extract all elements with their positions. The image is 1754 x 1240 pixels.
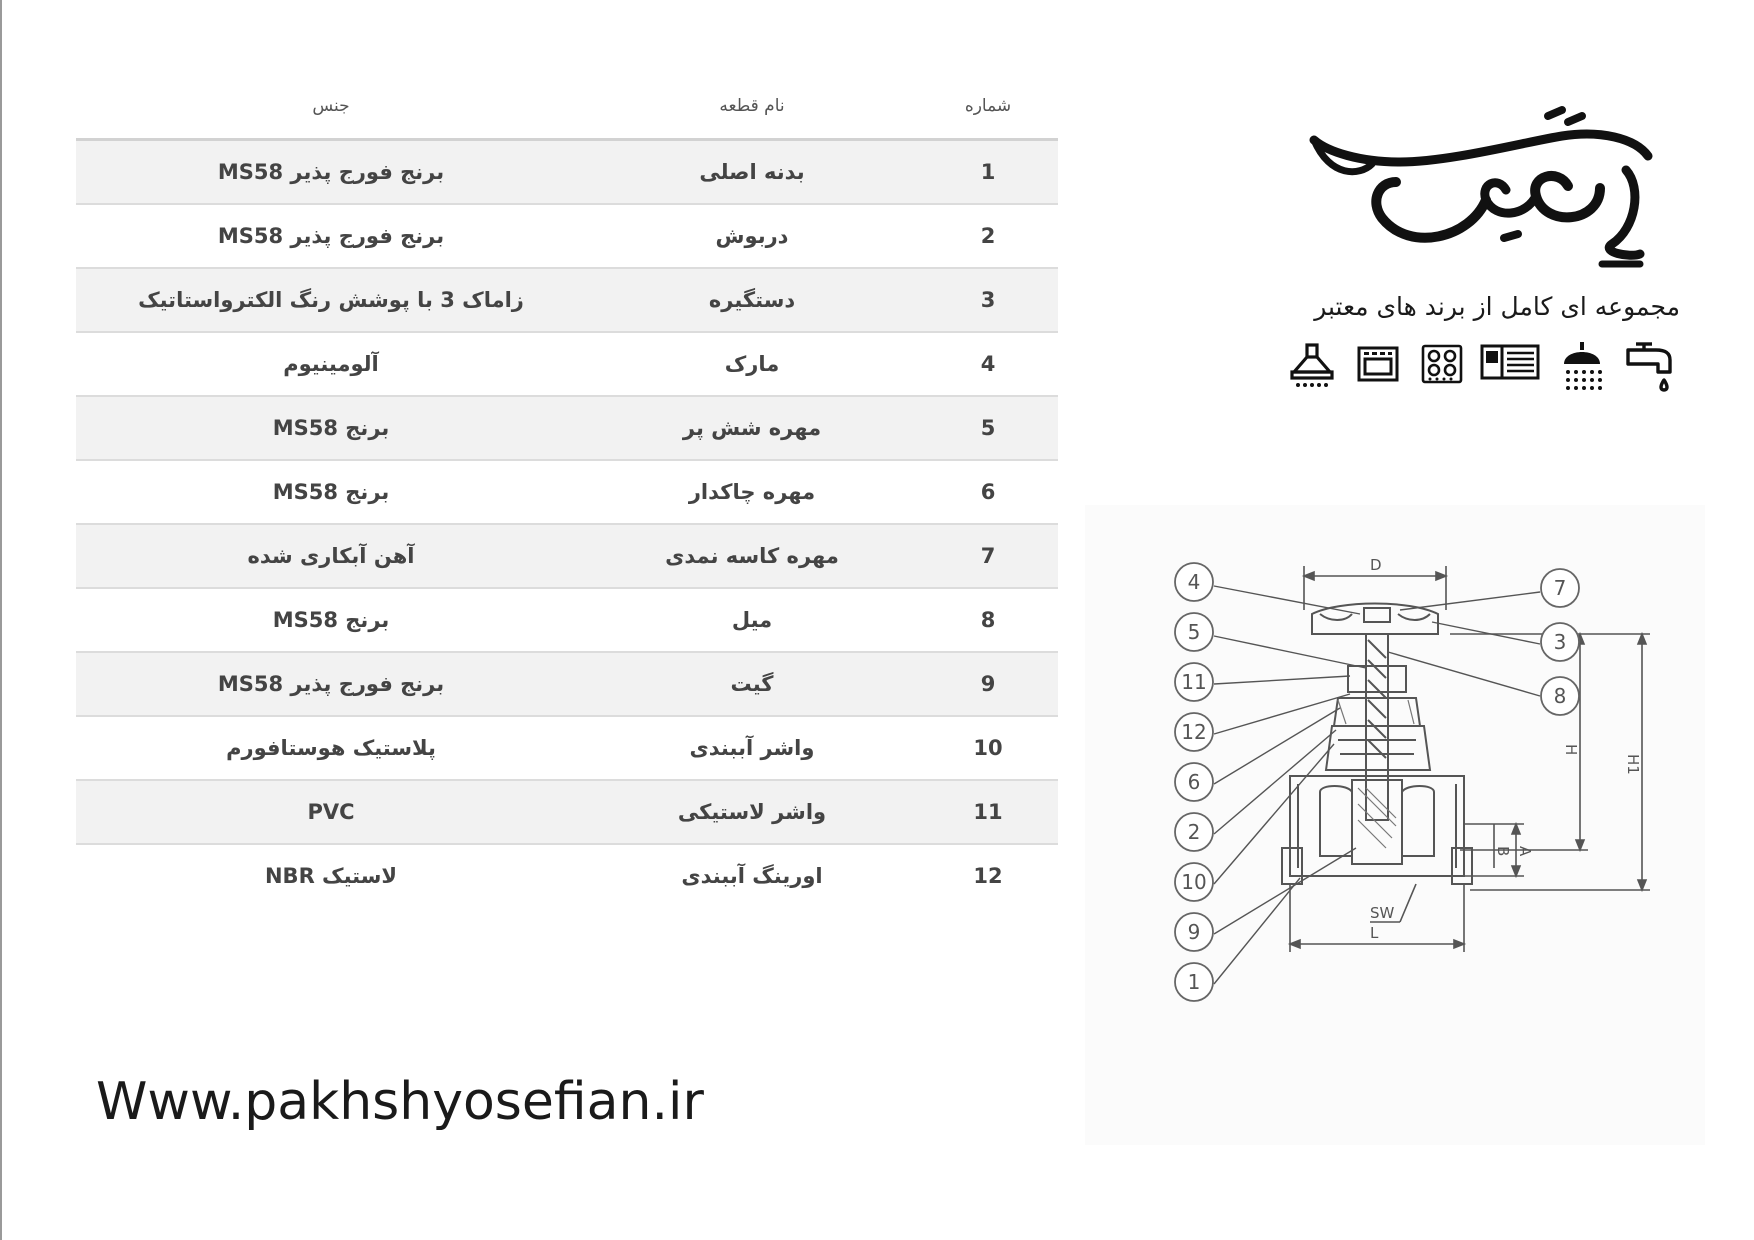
- callout-left-8: 9: [1187, 920, 1201, 944]
- table-row: [76, 780, 1058, 844]
- table-row: [76, 396, 1058, 460]
- parts-table: [76, 74, 1058, 907]
- cabinet-icon: [1480, 342, 1540, 382]
- part-name: واشر لاستیکی: [586, 780, 918, 844]
- part-material: برنج MS58: [76, 396, 586, 460]
- table-header-row: [76, 74, 1058, 140]
- part-name: دربوش: [586, 204, 918, 268]
- part-name: دستگیره: [586, 268, 918, 332]
- dim-label-a: A: [1516, 846, 1534, 857]
- part-name: مهره شش پر: [586, 396, 918, 460]
- part-material: برنج MS58: [76, 460, 586, 524]
- header-part-name: نام قطعه: [586, 74, 918, 140]
- table-row: [76, 588, 1058, 652]
- header-number: شماره: [918, 74, 1058, 140]
- part-name: مهره کاسه نمدی: [586, 524, 918, 588]
- part-number: 3: [918, 268, 1058, 332]
- part-number: 8: [918, 588, 1058, 652]
- part-number: 12: [918, 844, 1058, 907]
- range-hood-icon: [1288, 342, 1336, 390]
- dim-label-h1: H1: [1624, 754, 1642, 775]
- callout-right-1: 7: [1553, 576, 1567, 600]
- callout-left-1: 4: [1187, 570, 1201, 594]
- dim-label-b: B: [1494, 846, 1512, 857]
- part-number: 7: [918, 524, 1058, 588]
- part-name: مارک: [586, 332, 918, 396]
- callout-left-6: 2: [1187, 820, 1201, 844]
- table-row: [76, 268, 1058, 332]
- part-material: زاماک 3 با پوشش رنگ الکترواستاتیک: [76, 268, 586, 332]
- part-material: آلومینیوم: [76, 332, 586, 396]
- table-row: [76, 716, 1058, 780]
- gas-stove-icon: [1420, 342, 1464, 386]
- part-material: لاستیک NBR: [76, 844, 586, 907]
- part-material: برنج MS58: [76, 588, 586, 652]
- callout-left-9: 1: [1187, 970, 1201, 994]
- part-material: برنج فورج پذیر MS58: [76, 204, 586, 268]
- part-number: 6: [918, 460, 1058, 524]
- part-number: 9: [918, 652, 1058, 716]
- part-material: PVC: [76, 780, 586, 844]
- part-name: اورینگ آببندی: [586, 844, 918, 907]
- brand-logo: [1300, 78, 1660, 278]
- table-row: [76, 524, 1058, 588]
- dim-label-l: L: [1370, 924, 1379, 942]
- brand-tagline: مجموعه ای کامل از برند های معتبر: [1314, 292, 1680, 321]
- shower-icon: [1560, 342, 1604, 390]
- part-name: بدنه اصلی: [586, 140, 918, 205]
- part-number: 10: [918, 716, 1058, 780]
- category-icons: [1288, 342, 1678, 390]
- part-material: پلاستیک هوستافورم: [76, 716, 586, 780]
- callout-left-2: 5: [1187, 620, 1201, 644]
- part-number: 4: [918, 332, 1058, 396]
- table-row: [76, 652, 1058, 716]
- part-material: برنج فورج پذیر MS58: [76, 652, 586, 716]
- callout-left-7: 10: [1181, 870, 1207, 894]
- header-material: جنس: [76, 74, 586, 140]
- part-name: گیت: [586, 652, 918, 716]
- left-border: [0, 0, 2, 1240]
- part-number: 5: [918, 396, 1058, 460]
- callout-right-3: 8: [1553, 684, 1567, 708]
- part-name: مهره چاکدار: [586, 460, 918, 524]
- part-name: واشر آببندی: [586, 716, 918, 780]
- table-row: [76, 140, 1058, 205]
- part-name: میل: [586, 588, 918, 652]
- table-row: [76, 332, 1058, 396]
- valve-technical-drawing: [1170, 548, 1670, 1028]
- callout-left-4: 12: [1181, 720, 1207, 744]
- oven-icon: [1356, 342, 1400, 386]
- faucet-icon: [1626, 342, 1678, 394]
- dim-label-sw: SW: [1370, 904, 1395, 922]
- part-material: آهن آبکاری شده: [76, 524, 586, 588]
- table-row: [76, 844, 1058, 907]
- callout-right-2: 3: [1553, 630, 1567, 654]
- table-row: [76, 460, 1058, 524]
- website-url: Www.pakhshyosefian.ir: [96, 1072, 704, 1132]
- part-number: 1: [918, 140, 1058, 205]
- callout-left-5: 6: [1187, 770, 1201, 794]
- callout-left-3: 11: [1181, 670, 1207, 694]
- part-number: 2: [918, 204, 1058, 268]
- dim-label-h: H: [1562, 744, 1580, 756]
- table-row: [76, 204, 1058, 268]
- part-material: برنج فورج پذیر MS58: [76, 140, 586, 205]
- dim-label-d: D: [1370, 556, 1382, 574]
- part-number: 11: [918, 780, 1058, 844]
